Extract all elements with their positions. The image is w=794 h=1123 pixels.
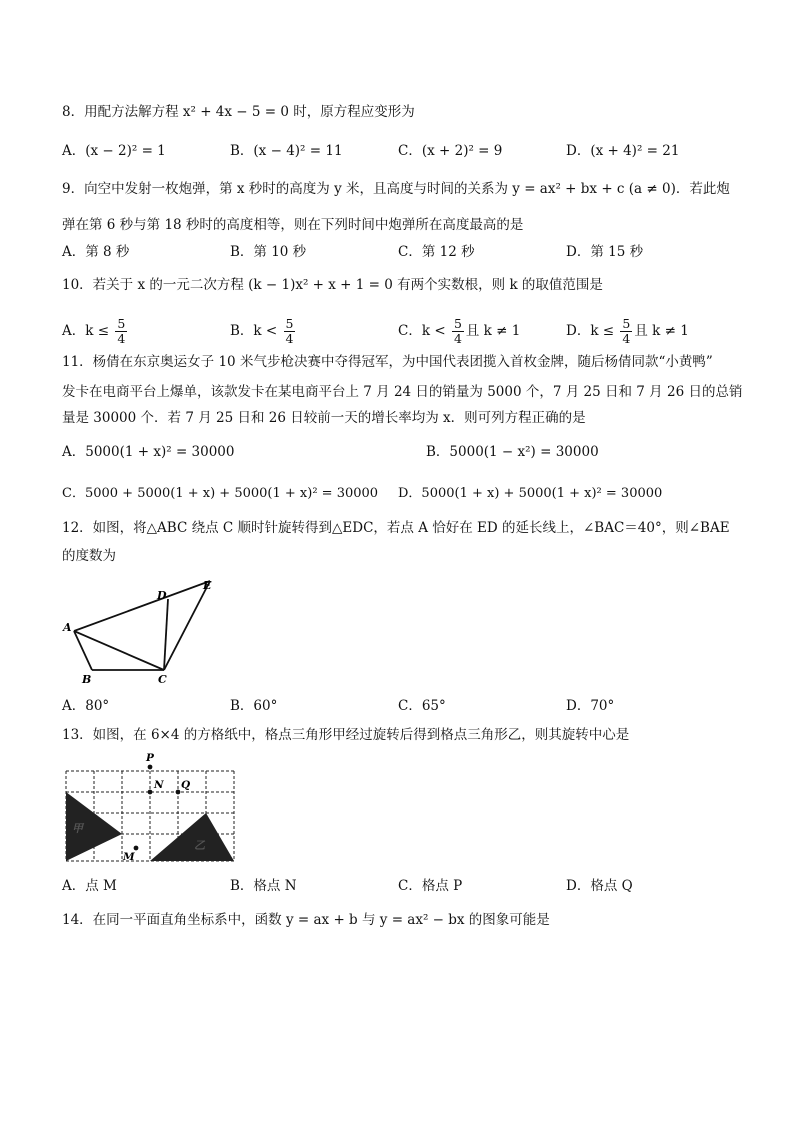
q11-option-a: A．5000(1 + x)² = 30000 bbox=[62, 444, 235, 460]
q11-stem-line2: 发卡在电商平台上爆单，该款发卡在某电商平台上 7 月 24 日的销量为 5000 个，7 月 25 日和 7 月 26 日的总销 bbox=[62, 384, 743, 400]
q13-label-q: Q bbox=[181, 779, 191, 791]
q11-option-b: B．5000(1 − x²) = 30000 bbox=[426, 444, 599, 460]
q12-label-c: C bbox=[158, 673, 167, 685]
q12-label-e: E bbox=[203, 579, 212, 592]
q8-option-a: A．(x − 2)² = 1 bbox=[62, 143, 166, 159]
q13-option-c: C．格点 P bbox=[398, 878, 463, 894]
q13-option-a: A．点 M bbox=[62, 878, 117, 894]
q8-stem: 8．用配方法解方程 x² + 4x − 5 = 0 时，原方程应变形为 bbox=[62, 104, 415, 120]
q12-segment-dc bbox=[164, 599, 168, 670]
q13-label-n: N bbox=[154, 779, 164, 791]
q11-option-d: D．5000(1 + x) + 5000(1 + x)² = 30000 bbox=[398, 486, 663, 501]
q13-point-q bbox=[176, 790, 181, 795]
q12-option-c: C．65° bbox=[398, 698, 446, 714]
q12-triangle-figure bbox=[60, 575, 230, 685]
q13-label-m: M bbox=[123, 851, 135, 863]
q10-option-b: B．k < $\frac{5}{4}$ bbox=[230, 316, 294, 346]
q13-point-p bbox=[148, 765, 153, 770]
q14-stem: 14．在同一平面直角坐标系中，函数 y = ax + b 与 y = ax² − bx 的图象可能是 bbox=[62, 912, 550, 928]
q12-segment-ae bbox=[74, 581, 210, 631]
q13-option-d: D．格点 Q bbox=[566, 878, 633, 894]
q9-option-c: C．第 12 秒 bbox=[398, 244, 475, 260]
q11-stem-line1: 11．杨倩在东京奥运女子 10 米气步枪决赛中夺得冠军，为中国代表团揽入首枚金牌，随后杨倩同款“小黄鸭” bbox=[62, 354, 713, 370]
q9-stem-line1: 9．向空中发射一枚炮弹，第 x 秒时的高度为 y 米，且高度与时间的关系为 y = ax² + bx + c (a ≠ 0)．若此炮 bbox=[62, 181, 730, 197]
q12-option-d: D．70° bbox=[566, 698, 615, 714]
q13-label-p: P bbox=[146, 752, 154, 764]
q9-option-d: D．第 15 秒 bbox=[566, 244, 644, 260]
q12-stem-line1: 12．如图，将△ABC 绕点 C 顺时针旋转得到△EDC，若点 A 恰好在 ED 的延长线上，∠BAC＝40°，则∠BAE bbox=[62, 520, 730, 536]
q8-option-c: C．(x + 2)² = 9 bbox=[398, 143, 503, 159]
q13-option-b: B．格点 N bbox=[230, 878, 297, 894]
q13-label-yi: 乙 bbox=[194, 839, 205, 852]
q12-label-d: D bbox=[157, 589, 167, 602]
q13-grid-figure bbox=[60, 750, 242, 868]
q13-triangle-yi bbox=[150, 813, 234, 861]
q9-option-a: A．第 8 秒 bbox=[62, 244, 130, 260]
q8-option-b: B．(x − 4)² = 11 bbox=[230, 143, 343, 159]
q11-stem-line3: 量是 30000 个．若 7 月 25 日和 26 日较前一天的增长率均为 x．则可列方程正确的是 bbox=[62, 410, 586, 426]
q10-option-d: D．k ≤ $\frac{5}{4}$ 且 k ≠ 1 bbox=[566, 316, 689, 346]
q12-segment-ac bbox=[74, 631, 164, 670]
q9-option-b: B．第 10 秒 bbox=[230, 244, 307, 260]
q12-label-a: A bbox=[63, 621, 72, 634]
q13-point-m bbox=[134, 846, 139, 851]
q10-stem: 10．若关于 x 的一元二次方程 (k − 1)x² + x + 1 = 0 有两个实数根，则 k 的取值范围是 bbox=[62, 277, 603, 293]
q13-label-jia: 甲 bbox=[72, 822, 83, 835]
q13-point-n bbox=[148, 790, 153, 795]
q13-stem: 13．如图，在 6×4 的方格纸中，格点三角形甲经过旋转后得到格点三角形乙，则其旋转中心是 bbox=[62, 727, 630, 743]
q10-option-a: A．k ≤ $\frac{5}{4}$ bbox=[62, 316, 126, 346]
q12-stem-line2: 的度数为 bbox=[62, 548, 116, 564]
q12-segment-ec bbox=[164, 581, 210, 670]
q8-option-d: D．(x + 4)² = 21 bbox=[566, 143, 680, 159]
q10-option-c: C．k < $\frac{5}{4}$ 且 k ≠ 1 bbox=[398, 316, 521, 346]
q12-option-a: A．80° bbox=[62, 698, 110, 714]
q9-stem-line2: 弹在第 6 秒与第 18 秒时的高度相等，则在下列时间中炮弹所在高度最高的是 bbox=[62, 217, 524, 233]
q12-option-b: B．60° bbox=[230, 698, 278, 714]
q12-label-b: B bbox=[82, 673, 92, 685]
q11-option-c: C．5000 + 5000(1 + x) + 5000(1 + x)² = 30000 bbox=[62, 486, 379, 501]
